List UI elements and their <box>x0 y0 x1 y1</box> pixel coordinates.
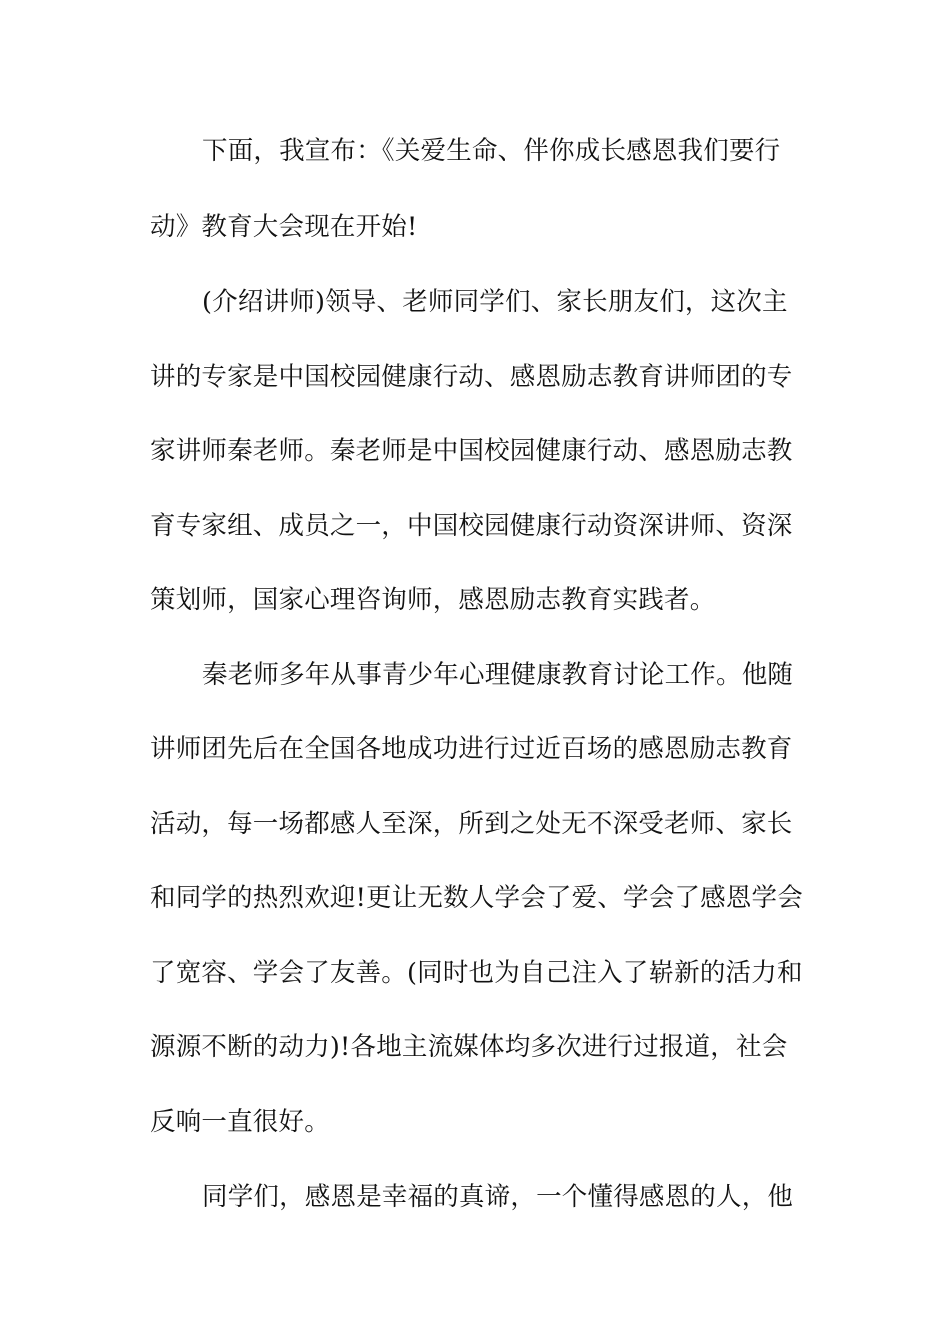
paragraph-2-line-3: 家讲师秦老师。秦老师是中国校园健康行动、感恩励志教 <box>150 436 793 466</box>
paragraph-3-line-6: 源源不断的动力)!各地主流媒体均多次进行过报道，社会 <box>150 1032 788 1062</box>
paragraph-1-line-2: 动》教育大会现在开始! <box>150 212 418 242</box>
paragraph-3-line-3: 活动，每一场都感人至深，所到之处无不深受老师、家长 <box>150 809 793 839</box>
paragraph-1-line-1: 下面，我宣布：《关爱生命、伴你成长感恩我们要行 <box>202 136 781 166</box>
paragraph-4-line-1: 同学们，感恩是幸福的真谛，一个懂得感恩的人，他 <box>202 1182 794 1212</box>
paragraph-2-line-5: 策划师，国家心理咨询师，感恩励志教育实践者。 <box>150 585 716 615</box>
paragraph-3-line-1: 秦老师多年从事青少年心理健康教育讨论工作。他随 <box>202 660 794 690</box>
paragraph-3-line-2: 讲师团先后在全国各地成功进行过近百场的感恩励志教育 <box>150 734 793 764</box>
paragraph-3-line-5: 了宽容、学会了友善。(同时也为自己注入了崭新的活力和 <box>150 958 803 988</box>
paragraph-2-line-1: (介绍讲师)领导、老师同学们、家长朋友们，这次主 <box>202 287 788 317</box>
paragraph-3-line-7: 反响一直很好。 <box>150 1107 330 1137</box>
paragraph-3-line-4: 和同学的热烈欢迎!更让无数人学会了爱、学会了感恩学会 <box>150 883 803 913</box>
paragraph-2-line-4: 育专家组、成员之一，中国校园健康行动资深讲师、资深 <box>150 511 793 541</box>
paragraph-2-line-2: 讲的专家是中国校园健康行动、感恩励志教育讲师团的专 <box>150 362 793 392</box>
